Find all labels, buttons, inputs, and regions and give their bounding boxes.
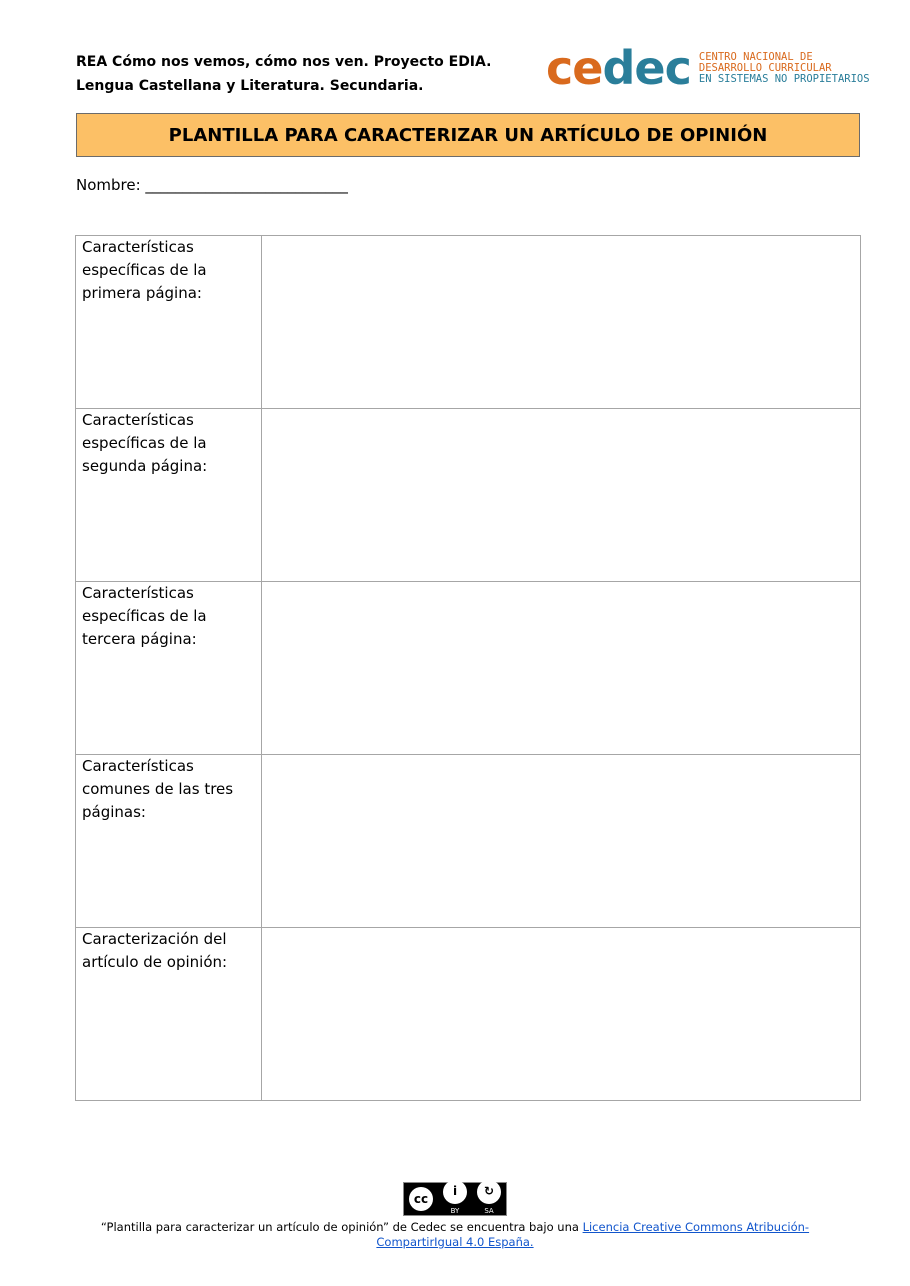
row-label: Características específicas de la tercera página:	[76, 582, 262, 755]
document-header	[76, 50, 491, 98]
row-label: Características específicas de la segunda página:	[76, 409, 262, 582]
logo-word: cedec	[546, 41, 691, 95]
table-row	[76, 582, 861, 755]
logo-subtitle: CENTRO NACIONAL DE DESARROLLO CURRICULAR EN SISTEMAS NO PROPIETARIOS	[698, 50, 870, 85]
license-footer	[0, 1182, 910, 1250]
answer-cell[interactable]	[262, 582, 861, 755]
table-row	[76, 409, 861, 582]
license-link[interactable]: Licencia Creative Commons Atribución-CompartirIgual 4.0 España.	[376, 1220, 810, 1249]
characteristics-table	[75, 235, 861, 1101]
by-icon: i	[443, 1180, 467, 1204]
table-row	[76, 928, 861, 1101]
license-text: “Plantilla para caracterizar un artículo de opinión” de Cedec se encuentra bajo una	[100, 1220, 583, 1234]
table-row	[76, 236, 861, 409]
sa-icon: ↻	[477, 1180, 501, 1204]
row-label: Características específicas de la primera página:	[76, 236, 262, 409]
page-title: PLANTILLA PARA CARACTERIZAR UN ARTÍCULO DE OPINIÓN	[76, 113, 860, 157]
answer-cell[interactable]	[262, 409, 861, 582]
answer-cell[interactable]	[262, 236, 861, 409]
row-label: Características comunes de las tres páginas:	[76, 755, 262, 928]
cedec-logo	[546, 41, 870, 95]
row-label: Caracterización del artículo de opinión:	[76, 928, 262, 1101]
answer-cell[interactable]	[262, 928, 861, 1101]
cc-icon: cc	[409, 1187, 433, 1211]
table-row	[76, 755, 861, 928]
name-field[interactable]: Nombre: ___________________________	[76, 176, 348, 194]
cc-license-icon: cc i BY ↻ SA	[403, 1182, 507, 1216]
answer-cell[interactable]	[262, 755, 861, 928]
header-line-2: Lengua Castellana y Literatura. Secundaria.	[76, 78, 424, 94]
header-line-1: REA Cómo nos vemos, cómo nos ven. Proyecto EDIA.	[76, 54, 492, 70]
